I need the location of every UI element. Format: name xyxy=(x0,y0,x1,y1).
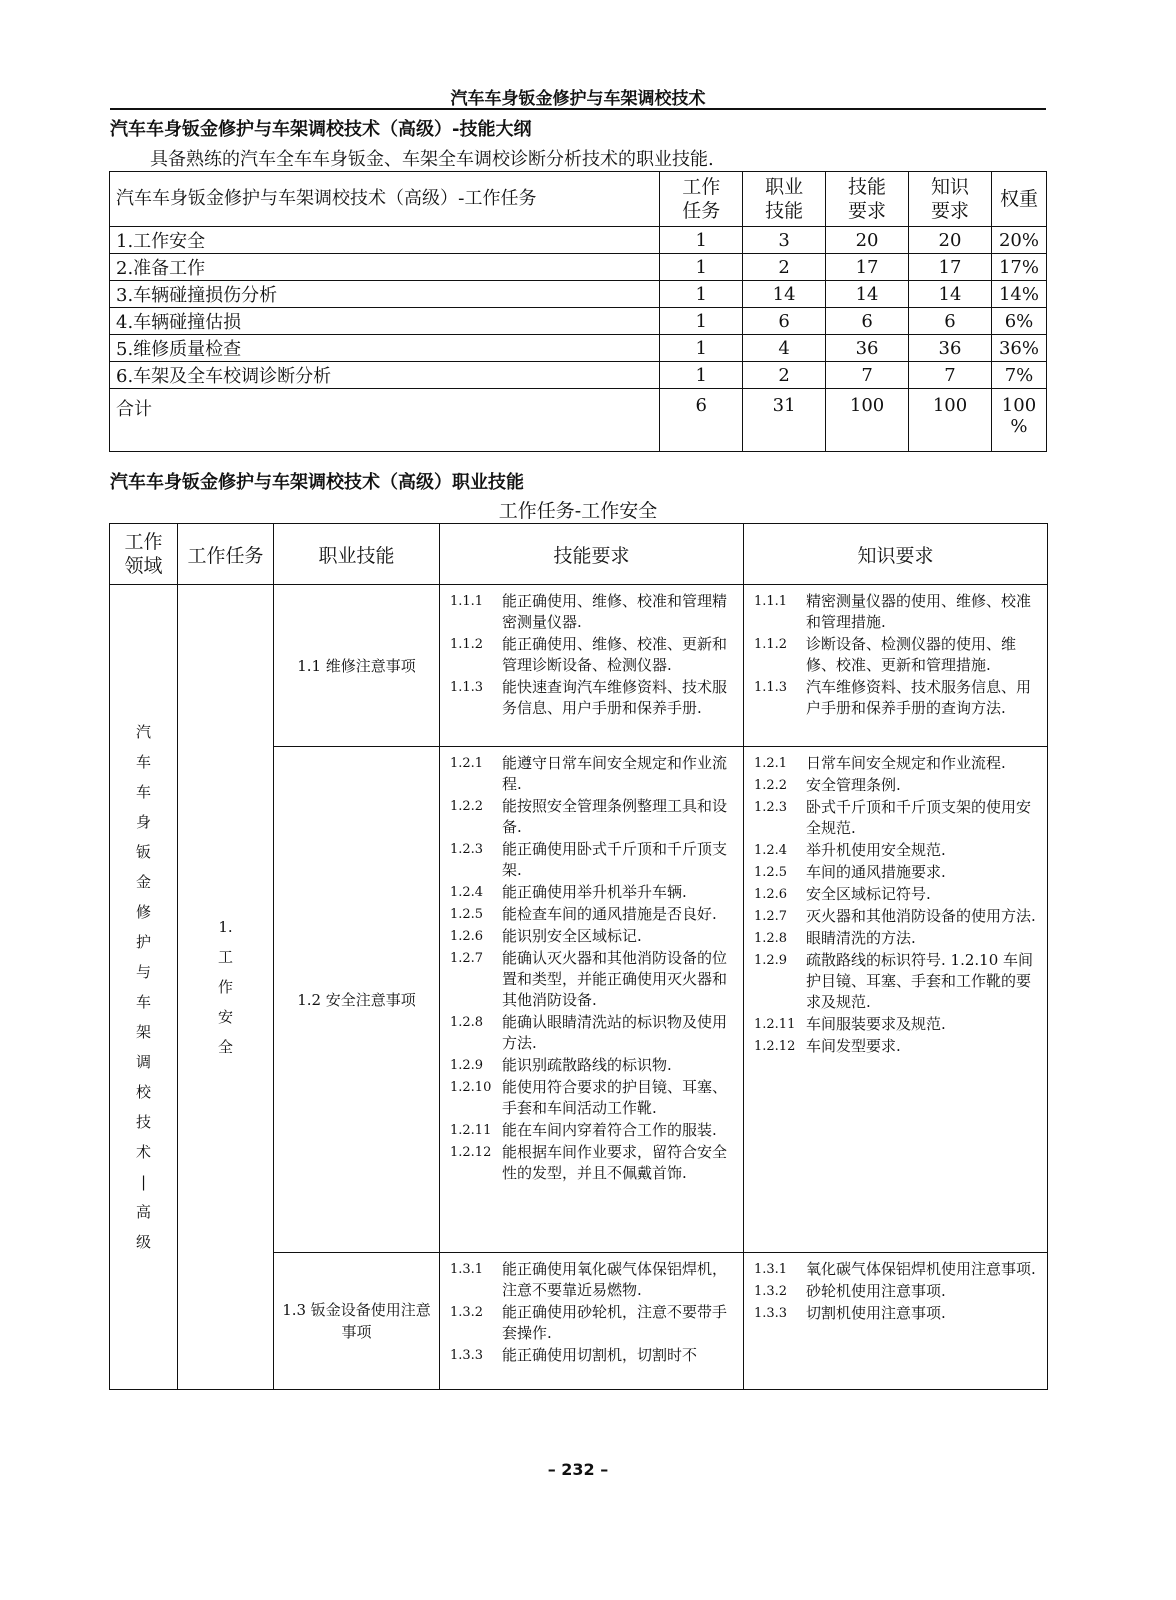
detail-header-cell: 工作 领域 xyxy=(110,524,178,585)
numbered-item xyxy=(450,591,737,633)
item-number: 1.2.6 xyxy=(754,887,788,902)
page-number: – 232 – xyxy=(547,1460,609,1479)
numbered-item xyxy=(754,1259,1041,1280)
item-text: 能识别疏散路线的标识物. xyxy=(502,1056,672,1074)
detail-header-cell: 工作任务 xyxy=(178,524,274,585)
summary-value-cell: 1 xyxy=(660,227,743,254)
vocational-skill-cell: 1.2 安全注意事项 xyxy=(274,747,440,1253)
item-number: 1.2.9 xyxy=(754,953,788,968)
summary-total-value: 100 xyxy=(826,389,909,452)
numbered-item xyxy=(450,1259,737,1301)
summary-value-cell: 20% xyxy=(991,227,1046,254)
item-number: 1.2.3 xyxy=(450,842,484,857)
summary-value-cell: 2 xyxy=(743,254,826,281)
detail-header-cell: 知识要求 xyxy=(744,524,1048,585)
item-number: 1.3.2 xyxy=(450,1305,484,1320)
item-number: 1.2.1 xyxy=(754,756,788,771)
item-number: 1.2.5 xyxy=(450,907,484,922)
numbered-item xyxy=(754,884,1041,905)
item-text: 诊断设备、检测仪器的使用、维修、校准、更新和管理措施. xyxy=(806,635,1017,674)
item-text: 能确认灭火器和其他消防设备的位置和类型，并能正确使用灭火器和其他消防设备. xyxy=(502,949,728,1009)
item-text: 能使用符合要求的护目镜、耳塞、手套和车间活动工作靴. xyxy=(502,1078,728,1117)
item-text: 能识别安全区域标记. xyxy=(502,927,642,945)
item-text: 眼睛清洗的方法. xyxy=(806,929,916,947)
item-number: 1.3.1 xyxy=(754,1262,788,1277)
numbered-item xyxy=(754,928,1041,949)
summary-total-value: 100 % xyxy=(991,389,1046,452)
summary-value-cell: 3 xyxy=(743,227,826,254)
summary-value-cell: 1 xyxy=(660,281,743,308)
item-number: 1.1.2 xyxy=(754,637,788,652)
item-number: 1.2.12 xyxy=(754,1039,796,1054)
summary-header-cell: 工作 任务 xyxy=(660,172,743,227)
item-number: 1.1.3 xyxy=(754,680,788,695)
skills-detail-table xyxy=(109,523,1048,1390)
summary-header-row xyxy=(110,172,1047,227)
item-text: 能正确使用切割机，切割时不 xyxy=(502,1346,698,1364)
numbered-item xyxy=(450,1055,737,1076)
numbered-item xyxy=(450,634,737,676)
summary-value-cell: 1 xyxy=(660,362,743,389)
summary-total-value: 6 xyxy=(660,389,743,452)
numbered-item xyxy=(450,796,737,838)
summary-row xyxy=(110,335,1047,362)
summary-header-cell: 知识 要求 xyxy=(909,172,992,227)
numbered-item xyxy=(450,926,737,947)
item-text: 精密测量仪器的使用、维修、校准和管理措施. xyxy=(806,592,1032,631)
summary-value-cell: 14% xyxy=(991,281,1046,308)
item-text: 砂轮机使用注意事项. xyxy=(806,1282,946,1300)
numbered-item xyxy=(754,840,1041,861)
summary-value-cell: 6% xyxy=(991,308,1046,335)
summary-value-cell: 6 xyxy=(909,308,992,335)
work-task-cell: 1. 工 作 安 全 xyxy=(178,585,274,1390)
item-text: 疏散路线的标识符号. 1.2.10 车间护目镜、耳塞、手套和工作靴的要求及规范. xyxy=(806,951,1034,1011)
numbered-item xyxy=(450,677,737,719)
section-heading-outline: 汽车车身钣金修护与车架调校技术（高级）-技能大纲 xyxy=(110,119,532,140)
item-number: 1.3.3 xyxy=(754,1306,788,1321)
summary-value-cell: 7 xyxy=(826,362,909,389)
item-number: 1.2.7 xyxy=(754,909,788,924)
item-number: 1.1.1 xyxy=(754,594,788,609)
item-number: 1.3.3 xyxy=(450,1348,484,1363)
item-number: 1.2.11 xyxy=(450,1123,492,1138)
numbered-item xyxy=(754,775,1041,796)
summary-task-cell: 6.车架及全车校调诊断分析 xyxy=(110,362,660,389)
numbered-item xyxy=(450,753,737,795)
summary-value-cell: 7 xyxy=(909,362,992,389)
item-text: 举升机使用安全规范. xyxy=(806,841,946,859)
skill-requirements-cell xyxy=(440,1253,744,1390)
item-text: 安全区域标记符号. xyxy=(806,885,931,903)
summary-task-cell: 1.工作安全 xyxy=(110,227,660,254)
numbered-item xyxy=(450,1077,737,1119)
summary-task-cell: 5.维修质量检查 xyxy=(110,335,660,362)
numbered-item xyxy=(754,1281,1041,1302)
knowledge-requirements-cell xyxy=(744,1253,1048,1390)
summary-value-cell: 1 xyxy=(660,254,743,281)
detail-header-cell: 技能要求 xyxy=(440,524,744,585)
intro-paragraph: 具备熟练的汽车全车车身钣金、车架全车调校诊断分析技术的职业技能. xyxy=(150,149,714,170)
vocational-skill-cell: 1.1 维修注意事项 xyxy=(274,585,440,747)
summary-row xyxy=(110,308,1047,335)
item-text: 能在车间内穿着符合工作的服装. xyxy=(502,1121,717,1139)
numbered-item xyxy=(450,948,737,1011)
item-number: 1.2.6 xyxy=(450,929,484,944)
header-rule xyxy=(110,108,1046,110)
numbered-item xyxy=(450,904,737,925)
item-text: 能正确使用卧式千斤顶和千斤顶支架. xyxy=(502,840,728,879)
numbered-item xyxy=(754,906,1041,927)
vocational-skill-cell: 1.3 钣金设备使用注意事项 xyxy=(274,1253,440,1390)
item-number: 1.2.2 xyxy=(754,778,788,793)
skill-row xyxy=(110,585,1048,747)
item-number: 1.2.7 xyxy=(450,951,484,966)
item-number: 1.1.1 xyxy=(450,594,484,609)
knowledge-requirements-cell xyxy=(744,747,1048,1253)
item-text: 能检查车间的通风措施是否良好. xyxy=(502,905,717,923)
table-subtitle: 工作任务-工作安全 xyxy=(498,500,658,522)
detail-header-cell: 职业技能 xyxy=(274,524,440,585)
summary-value-cell: 1 xyxy=(660,308,743,335)
summary-value-cell: 7% xyxy=(991,362,1046,389)
detail-header-row xyxy=(110,524,1048,585)
summary-value-cell: 20 xyxy=(909,227,992,254)
numbered-item xyxy=(754,591,1041,633)
summary-total-label: 合计 xyxy=(110,389,660,452)
summary-value-cell: 36% xyxy=(991,335,1046,362)
summary-total-value: 100 xyxy=(909,389,992,452)
summary-header-cell: 技能 要求 xyxy=(826,172,909,227)
summary-table xyxy=(109,171,1047,452)
numbered-item xyxy=(754,1014,1041,1035)
numbered-item xyxy=(754,677,1041,719)
summary-header-cell: 职业 技能 xyxy=(743,172,826,227)
numbered-item xyxy=(450,1120,737,1141)
summary-value-cell: 17 xyxy=(909,254,992,281)
numbered-item xyxy=(450,1302,737,1344)
summary-value-cell: 6 xyxy=(826,308,909,335)
numbered-item xyxy=(754,1036,1041,1057)
item-text: 能正确使用砂轮机，注意不要带手套操作. xyxy=(502,1303,728,1342)
item-text: 卧式千斤顶和千斤顶支架的使用安全规范. xyxy=(806,798,1032,837)
summary-value-cell: 6 xyxy=(743,308,826,335)
item-number: 1.2.8 xyxy=(450,1015,484,1030)
item-number: 1.2.4 xyxy=(450,885,484,900)
item-text: 能正确使用、维修、校准和管理精密测量仪器. xyxy=(502,592,728,631)
item-text: 能确认眼睛清洗站的标识物及使用方法. xyxy=(502,1013,728,1052)
item-text: 氧化碳气体保铝焊机使用注意事项. xyxy=(806,1260,1036,1278)
summary-value-cell: 36 xyxy=(909,335,992,362)
item-text: 能遵守日常车间安全规定和作业流程. xyxy=(502,754,728,793)
summary-value-cell: 2 xyxy=(743,362,826,389)
item-text: 车间服装要求及规范. xyxy=(806,1015,946,1033)
numbered-item xyxy=(754,950,1041,1013)
summary-header-cell: 权重 xyxy=(991,172,1046,227)
summary-value-cell: 1 xyxy=(660,335,743,362)
numbered-item xyxy=(450,1142,737,1184)
item-text: 能正确使用氧化碳气体保铝焊机，注意不要靠近易燃物. xyxy=(502,1260,728,1299)
numbered-item xyxy=(754,753,1041,774)
item-text: 车间发型要求. xyxy=(806,1037,901,1055)
item-text: 能正确使用举升机举升车辆. xyxy=(502,883,687,901)
numbered-item xyxy=(450,1012,737,1054)
summary-total-value: 31 xyxy=(743,389,826,452)
numbered-item xyxy=(450,839,737,881)
section-heading-skills: 汽车车身钣金修护与车架调校技术（高级）职业技能 xyxy=(110,472,524,493)
item-number: 1.2.5 xyxy=(754,865,788,880)
summary-value-cell: 17% xyxy=(991,254,1046,281)
numbered-item xyxy=(450,882,737,903)
summary-value-cell: 4 xyxy=(743,335,826,362)
numbered-item xyxy=(450,1345,737,1366)
item-number: 1.2.12 xyxy=(450,1145,492,1160)
item-number: 1.2.10 xyxy=(450,1080,492,1095)
item-text: 能快速查询汽车维修资料、技术服务信息、用户手册和保养手册. xyxy=(502,678,728,717)
summary-header-cell: 汽车车身钣金修护与车架调校技术（高级）-工作任务 xyxy=(110,172,660,227)
numbered-item xyxy=(754,862,1041,883)
summary-total-row xyxy=(110,389,1047,452)
numbered-item xyxy=(754,634,1041,676)
item-text: 安全管理条例. xyxy=(806,776,901,794)
item-text: 切割机使用注意事项. xyxy=(806,1304,946,1322)
item-number: 1.2.4 xyxy=(754,843,788,858)
summary-row xyxy=(110,362,1047,389)
item-number: 1.1.3 xyxy=(450,680,484,695)
summary-task-cell: 3.车辆碰撞损伤分析 xyxy=(110,281,660,308)
work-domain-cell: 汽 车 车 身 钣 金 修 护 与 车 架 调 校 技 术 | 高 级 xyxy=(110,585,178,1390)
numbered-item xyxy=(754,797,1041,839)
item-number: 1.2.2 xyxy=(450,799,484,814)
item-number: 1.2.8 xyxy=(754,931,788,946)
item-number: 1.3.2 xyxy=(754,1284,788,1299)
item-number: 1.3.1 xyxy=(450,1262,484,1277)
numbered-item xyxy=(754,1303,1041,1324)
item-text: 能按照安全管理条例整理工具和设备. xyxy=(502,797,728,836)
summary-value-cell: 14 xyxy=(743,281,826,308)
knowledge-requirements-cell xyxy=(744,585,1048,747)
item-number: 1.2.1 xyxy=(450,756,484,771)
item-number: 1.2.3 xyxy=(754,800,788,815)
item-text: 灭火器和其他消防设备的使用方法. xyxy=(806,907,1036,925)
summary-row xyxy=(110,254,1047,281)
summary-value-cell: 20 xyxy=(826,227,909,254)
running-header: 汽车车身钣金修护与车架调校技术 xyxy=(450,89,706,109)
item-text: 汽车维修资料、技术服务信息、用户手册和保养手册的查询方法. xyxy=(806,678,1032,717)
skill-requirements-cell xyxy=(440,747,744,1253)
item-text: 日常车间安全规定和作业流程. xyxy=(806,754,1006,772)
summary-value-cell: 14 xyxy=(826,281,909,308)
item-number: 1.1.2 xyxy=(450,637,484,652)
item-text: 能根据车间作业要求，留符合安全性的发型，并且不佩戴首饰. xyxy=(502,1143,728,1182)
summary-value-cell: 14 xyxy=(909,281,992,308)
skill-requirements-cell xyxy=(440,585,744,747)
item-number: 1.2.11 xyxy=(754,1017,796,1032)
item-text: 能正确使用、维修、校准、更新和管理诊断设备、检测仪器. xyxy=(502,635,728,674)
summary-task-cell: 2.准备工作 xyxy=(110,254,660,281)
summary-row xyxy=(110,281,1047,308)
summary-value-cell: 36 xyxy=(826,335,909,362)
item-text: 车间的通风措施要求. xyxy=(806,863,946,881)
summary-task-cell: 4.车辆碰撞估损 xyxy=(110,308,660,335)
item-number: 1.2.9 xyxy=(450,1058,484,1073)
summary-row xyxy=(110,227,1047,254)
summary-value-cell: 17 xyxy=(826,254,909,281)
